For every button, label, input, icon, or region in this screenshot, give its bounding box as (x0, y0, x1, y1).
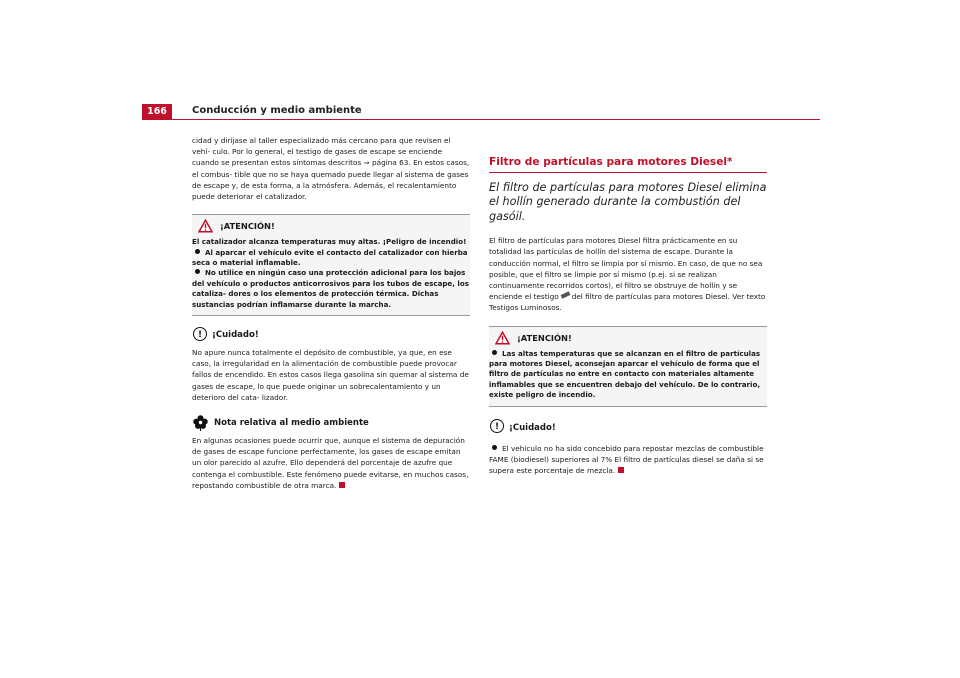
bullet-icon (492, 445, 497, 450)
caution-title: ¡Cuidado! (509, 422, 556, 433)
section-body: El filtro de partículas para motores Diesel filtra prácticamente en su totalidad las partículas de hollín del sistema de escape. Durante la conducción normal, el filtro se limpia por sí mismo. En caso, de que no sea posible, que el filtro se limpie por sí mismo (p.ej. si se realizan continuamente recorridos cortos), el filtro se obstruye de hollín y se enciende el testigo del filtro de partículas para motores Diesel. Ver texto Testigos Luminosos. (489, 236, 766, 313)
warning-triangle-icon (495, 331, 510, 345)
section-heading: Filtro de partículas para motores Diesel* (489, 156, 767, 173)
end-of-section-icon (618, 467, 624, 473)
bullet-icon (195, 249, 200, 254)
warning-item: Al aparcar el vehículo evite el contacto del catalizador con hierba seca o material inflamable. (192, 247, 468, 268)
intro-paragraph: cidad y diríjase al taller especializado más cercano para que revisen el vehí- culo. Por lo general, el testigo de gases de escape se enciende cuando se presentan estos síntomas descritos ⇒ página 63. En estos casos, el combus- tible que no se haya quemado puede llegar al sistema de gases de escape y, de esta forma, a la atmósfera. Además, el recalentamiento puede deteriorar el catalizador. (192, 136, 470, 202)
caution-text: No apure nunca totalmente el depósito de combustible, ya que, en ese caso, la irregularidad en la alimentación de combustible puede provocar fallos de encendido. En estos casos llega gasolina sin quemar al sistema de gases de escape, lo que puede originar un sobrecalentamiento y un deterioro del cata- lizador. (192, 348, 469, 402)
exclamation-circle-icon: ! (193, 327, 207, 341)
warning-title: ¡ATENCIÓN! (517, 332, 572, 343)
warning-item: No utilice en ningún caso una protección adicional para los bajos del vehículo o productos anticorrosivos para los tubos de escape, los cataliza- dores o los elementos de protección térmica. Dichas sustancias podrían inflamarse durante la marcha. (192, 268, 469, 309)
warning-triangle-icon (198, 219, 213, 233)
environment-title: Nota relativa al medio ambiente (214, 418, 369, 429)
page-number: 166 (142, 104, 172, 120)
particle-filter-warning-light-icon (560, 292, 570, 299)
environment-text: En algunas ocasiones puede ocurrir que, aunque el sistema de depuración de gases de escape funcione perfectamente, los gases de escape emitan un olor parecido al azufre. Ello dependerá del porcentaje de azufre que contenga el combustible. Este fenómeno puede evitarse, en muchos casos, repostando combustible de otra marca. (192, 436, 469, 490)
caution-item: El vehículo no ha sido concebido para repostar mezclas de combustible FAME (biodiesel) superiores al 7% El filtro de partículas diesel se daña si se supera este porcentaje de mezcla. (489, 443, 764, 476)
warning-item: Las altas temperaturas que se alcanzan en el filtro de partículas para motores Diesel, aconsejan aparcar el vehículo de forma que el filtro de partículas no entre en contacto con materiales altamente inflamables que se encuentren debajo del vehículo. De lo contrario, existe peligro de incendio. (489, 348, 761, 400)
chapter-title: Conducción y medio ambiente (192, 105, 362, 116)
right-column (489, 156, 767, 476)
bullet-icon (492, 350, 497, 355)
warning-title: ¡ATENCIÓN! (220, 221, 275, 232)
caution-section (192, 327, 470, 403)
warning-box-catalyst (192, 214, 470, 316)
header-rule (142, 119, 820, 120)
warning-lead: El catalizador alcanza temperaturas muy altas. ¡Peligro de incendio! (192, 237, 467, 247)
caution-title: ¡Cuidado! (212, 330, 259, 341)
warning-box-filter (489, 326, 767, 407)
caution-section (489, 419, 767, 477)
end-of-section-icon (339, 482, 345, 488)
left-column (192, 135, 470, 491)
section-lead: El filtro de partículas para motores Diesel elimina el hollín generado durante la combustión del gasóil. (489, 181, 767, 223)
bullet-icon (195, 269, 200, 274)
environment-flower-icon (192, 414, 209, 431)
environment-note (192, 415, 470, 491)
exclamation-circle-icon: ! (490, 419, 504, 433)
